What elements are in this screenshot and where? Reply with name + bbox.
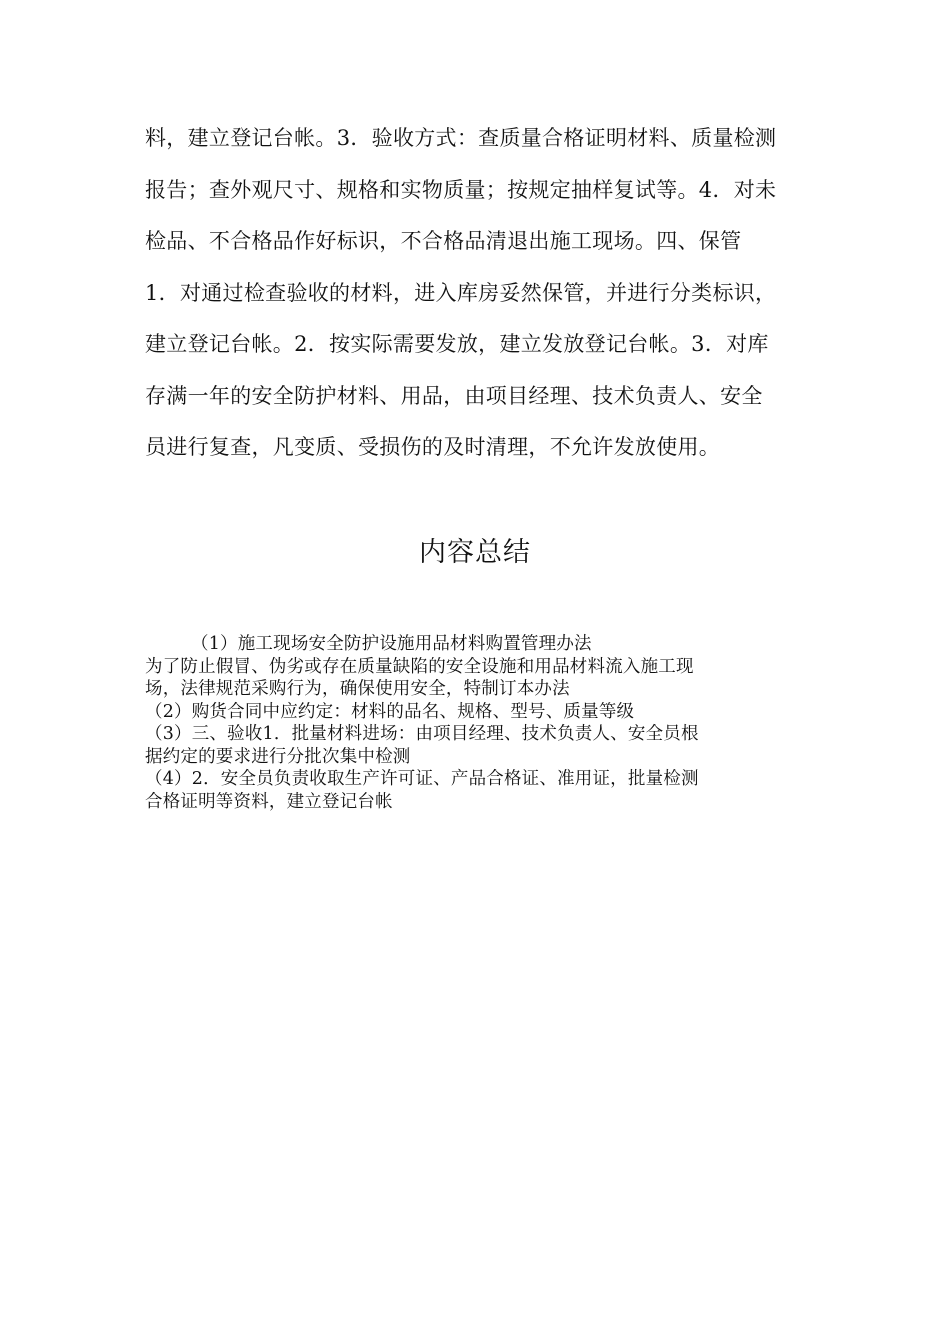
summary-line: （2）购货合同中应约定：材料的品名、规格、型号、质量等级 [145,701,635,722]
body-paragraph [145,120,815,481]
body-line: 员进行复查，凡变质、受损伤的及时清理，不允许发放使用。 [145,435,721,459]
summary-line: 为了防止假冒、伪劣或存在质量缺陷的安全设施和用品材料流入施工现 [145,656,694,677]
body-line: 1．对通过检查验收的材料，进入库房妥然保管，并进行分类标识， [145,280,777,305]
summary-content [145,633,815,813]
body-line: 报告；查外观尺寸、规格和实物质量；按规定抽样复试等。4．对未 [145,177,777,202]
summary-line: （3）三、验收1．批量材料进场：由项目经理、技术负责人、安全员根 [145,724,699,744]
summary-line: （1）施工现场安全防护设施用品材料购置管理办法 [191,634,592,654]
body-line: 建立登记台帐。2．按实际需要发放，建立发放登记台帐。3．对库 [145,332,769,356]
body-line: 存满一年的安全防护材料、用品，由项目经理、技术负责人、安全 [145,383,763,408]
body-line: 料，建立登记台帐。3．验收方式：查质量合格证明材料、质量检测 [145,126,777,150]
summary-line: 场，法律规范采购行为，确保使用安全，特制订本办法 [145,679,570,699]
summary-line: 据约定的要求进行分批次集中检测 [145,746,411,767]
summary-line: 合格证明等资料，建立登记台帐 [145,791,393,812]
body-line: 检品、不合格品作好标识，不合格品清退出施工现场。四、保管 [145,229,742,253]
summary-line: （4）2．安全员负责收取生产许可证、产品合格证、准用证，批量检测 [145,769,699,789]
summary-title: 内容总结 [419,537,531,568]
